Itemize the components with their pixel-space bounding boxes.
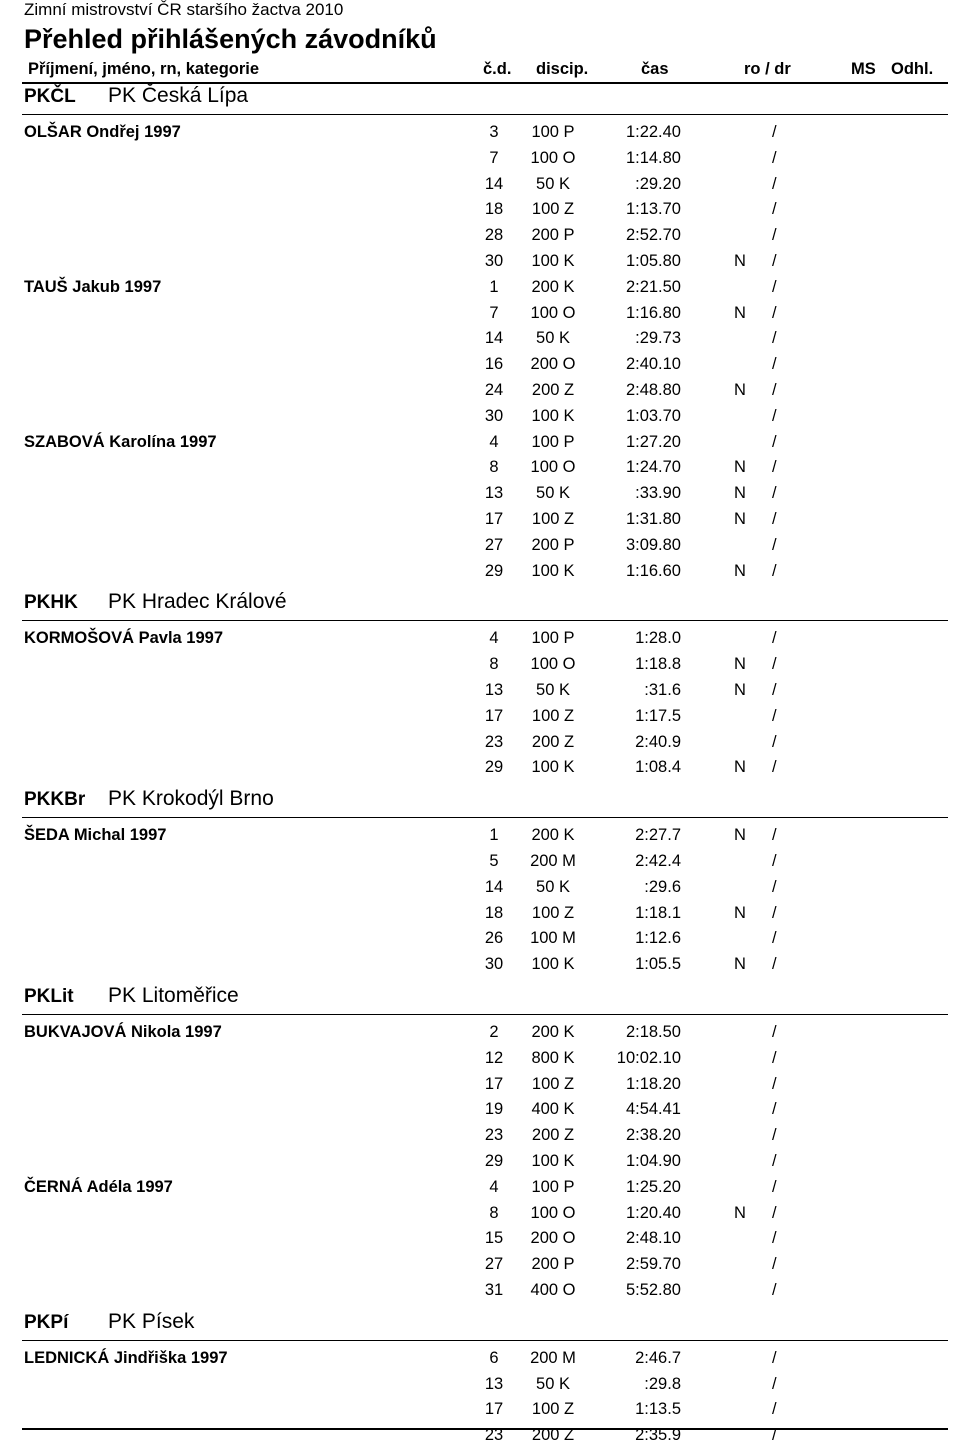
entry-cd: 1 — [489, 277, 499, 296]
entry-slash: / — [772, 955, 777, 974]
entry-slash: / — [772, 277, 777, 296]
entry-discipline: 50 K — [536, 174, 570, 193]
entry-cd: 27 — [484, 535, 504, 554]
athlete-name: BUKVAJOVÁ Nikola 1997 — [24, 1023, 222, 1041]
entry-discipline: 200 O — [530, 1229, 576, 1248]
entry-ro: N — [734, 1203, 746, 1222]
entry-discipline: 100 P — [531, 432, 575, 451]
entry-time: :33.90 — [635, 484, 681, 503]
entry-slash: / — [772, 1426, 777, 1445]
entry-slash: / — [772, 1374, 777, 1393]
entry-slash: / — [772, 1177, 777, 1196]
entry-slash: / — [772, 903, 777, 922]
entry-time: 1:18.8 — [635, 655, 681, 674]
entry-slash: / — [772, 1229, 777, 1248]
entry-discipline: 100 K — [531, 955, 575, 974]
entry-slash: / — [772, 252, 777, 270]
entry-slash: / — [772, 852, 777, 870]
entry-time: 1:16.80 — [625, 303, 681, 322]
entry-cd: 30 — [484, 252, 504, 270]
entry-discipline: 200 Z — [531, 732, 575, 751]
entry-cd: 23 — [484, 1426, 504, 1445]
entry-time: 2:59.70 — [625, 1255, 681, 1274]
entry-ro: N — [734, 681, 746, 699]
entry-cd: 26 — [484, 929, 504, 948]
entry-discipline: 100 M — [530, 929, 576, 948]
entry-cd: 13 — [484, 1374, 504, 1393]
entry-discipline: 50 K — [536, 329, 570, 348]
entry-time: 2:38.20 — [625, 1126, 681, 1145]
entry-slash: / — [772, 1348, 777, 1367]
entry-slash: / — [772, 655, 777, 674]
club-code: PKPí — [24, 1311, 69, 1333]
entry-time: 1:25.20 — [625, 1177, 681, 1196]
entry-cd: 16 — [484, 355, 504, 374]
entry-cd: 14 — [484, 329, 504, 348]
entry-discipline: 100 K — [531, 758, 575, 777]
entry-time: 2:18.50 — [625, 1023, 681, 1041]
entry-discipline: 400 O — [530, 1281, 576, 1299]
entry-discipline: 100 O — [530, 1203, 576, 1222]
entry-slash: / — [772, 148, 777, 167]
entry-discipline: 100 K — [531, 561, 575, 580]
entry-slash: / — [772, 458, 777, 477]
entry-time: 10:02.10 — [616, 1048, 681, 1067]
entry-slash: / — [772, 1400, 777, 1419]
entry-cd: 13 — [484, 681, 504, 699]
entry-cd: 4 — [489, 432, 499, 451]
entry-discipline: 200 Z — [531, 381, 575, 399]
entry-time: 1:22.40 — [625, 123, 681, 141]
entry-discipline: 200 P — [531, 535, 575, 554]
entry-time: 4:54.41 — [625, 1100, 681, 1119]
entry-discipline: 400 K — [531, 1100, 575, 1119]
entry-cd: 12 — [484, 1048, 504, 1067]
entry-slash: / — [772, 681, 777, 699]
entry-slash: / — [772, 226, 777, 245]
entry-discipline: 200 M — [530, 852, 576, 870]
entry-slash: / — [772, 303, 777, 322]
entry-slash: / — [772, 329, 777, 348]
entry-cd: 4 — [489, 1177, 499, 1196]
entry-slash: / — [772, 484, 777, 503]
entry-discipline: 100 O — [530, 148, 576, 167]
athlete-name: ČERNÁ Adéla 1997 — [24, 1177, 173, 1196]
entry-cd: 13 — [484, 484, 504, 503]
club-rule — [22, 620, 948, 621]
entry-cd: 30 — [484, 955, 504, 974]
entry-ro: N — [734, 655, 746, 674]
athlete-name: ŠEDA Michal 1997 — [24, 826, 167, 845]
entry-cd: 15 — [484, 1229, 504, 1248]
col-header-time: čas — [641, 60, 669, 78]
entry-slash: / — [772, 123, 777, 141]
entry-discipline: 100 O — [530, 458, 576, 477]
entry-cd: 14 — [484, 174, 504, 193]
entry-time: 2:40.10 — [625, 355, 681, 374]
entry-time: :29.73 — [635, 329, 681, 348]
entry-discipline: 100 K — [531, 406, 575, 425]
entry-discipline: 200 K — [531, 1023, 575, 1041]
entry-time: 1:13.70 — [625, 200, 681, 219]
entry-ro: N — [734, 510, 746, 528]
club-name: PK Písek — [108, 1309, 195, 1333]
entry-time: 5:52.80 — [625, 1281, 681, 1299]
entry-slash: / — [772, 758, 777, 777]
club-name: PK Krokodýl Brno — [108, 787, 274, 811]
entry-discipline: 100 Z — [531, 200, 575, 219]
athlete-name: KORMOŠOVÁ Pavla 1997 — [24, 629, 223, 648]
club-name: PK Hradec Králové — [108, 590, 287, 614]
club-code: PKČL — [24, 86, 76, 107]
entry-cd: 24 — [484, 381, 504, 399]
entry-ro: N — [734, 903, 746, 922]
entry-time: :31.6 — [644, 681, 681, 699]
entry-discipline: 100 Z — [531, 903, 575, 922]
entry-slash: / — [772, 406, 777, 425]
entry-time: 1:04.90 — [625, 1152, 681, 1170]
col-header-name: Příjmení, jméno, rn, kategorie — [28, 60, 260, 78]
entry-slash: / — [772, 174, 777, 193]
entry-cd: 7 — [489, 303, 499, 322]
entry-cd: 4 — [489, 629, 499, 648]
entry-time: 2:48.80 — [625, 381, 681, 399]
entry-time: 1:08.4 — [635, 758, 681, 777]
col-header-discipline: discip. — [536, 60, 589, 78]
entry-time: 1:12.6 — [635, 929, 681, 948]
entry-cd: 29 — [484, 561, 504, 580]
club-code: PKKBr — [24, 789, 86, 811]
entry-time: :29.20 — [635, 174, 681, 193]
entry-time: 2:35.9 — [635, 1426, 681, 1445]
entry-discipline: 100 Z — [531, 1074, 575, 1093]
entry-slash: / — [772, 877, 777, 896]
entry-ro: N — [734, 758, 746, 777]
entry-discipline: 200 P — [531, 226, 575, 245]
entry-slash: / — [772, 561, 777, 580]
entry-cd: 18 — [484, 200, 504, 219]
club-rule — [22, 1014, 948, 1015]
entry-slash: / — [772, 706, 777, 725]
entry-slash: / — [772, 535, 777, 554]
entry-discipline: 200 P — [531, 1255, 575, 1274]
entry-cd: 1 — [489, 826, 499, 845]
entry-slash: / — [772, 1100, 777, 1119]
entry-cd: 28 — [484, 226, 504, 245]
entry-discipline: 100 P — [531, 1177, 575, 1196]
col-header-ro-dr: ro / dr — [744, 60, 791, 78]
entry-cd: 27 — [484, 1255, 504, 1274]
entry-discipline: 800 K — [531, 1048, 575, 1067]
entry-ro: N — [734, 252, 746, 270]
col-header-odhl: Odhl. — [891, 60, 934, 78]
entry-cd: 14 — [484, 877, 504, 896]
entry-slash: / — [772, 432, 777, 451]
entry-time: 1:27.20 — [625, 432, 681, 451]
entry-time: 1:13.5 — [635, 1400, 681, 1419]
entry-time: 1:17.5 — [635, 706, 681, 725]
entry-time: 2:40.9 — [635, 732, 681, 751]
entry-slash: / — [772, 1023, 777, 1041]
entry-discipline: 200 K — [531, 277, 575, 296]
entry-time: 1:31.80 — [625, 510, 681, 528]
entry-discipline: 100 P — [531, 123, 575, 141]
club-name: PK Česká Lípa — [108, 84, 249, 107]
entry-ro: N — [734, 826, 746, 845]
entry-discipline: 50 K — [536, 681, 570, 699]
entry-cd: 23 — [484, 732, 504, 751]
entry-time: 1:18.20 — [625, 1074, 681, 1093]
entry-slash: / — [772, 355, 777, 374]
entry-time: :29.8 — [644, 1374, 681, 1393]
entry-cd: 30 — [484, 406, 504, 425]
entry-discipline: 100 O — [530, 303, 576, 322]
entry-cd: 7 — [489, 148, 499, 167]
athlete-name: SZABOVÁ Karolína 1997 — [24, 432, 217, 451]
entry-discipline: 100 O — [530, 655, 576, 674]
entry-time: 1:03.70 — [625, 406, 681, 425]
col-header-ms: MS — [851, 60, 876, 78]
entry-time: 1:28.0 — [635, 629, 681, 648]
entry-slash: / — [772, 1255, 777, 1274]
entry-slash: / — [772, 826, 777, 845]
entry-slash: / — [772, 1281, 777, 1299]
entry-discipline: 200 Z — [531, 1126, 575, 1145]
entry-cd: 8 — [489, 458, 499, 477]
entry-time: 1:20.40 — [625, 1203, 681, 1222]
entry-ro: N — [734, 955, 746, 974]
athlete-name: LEDNICKÁ Jindřiška 1997 — [24, 1348, 228, 1367]
entry-discipline: 200 Z — [531, 1426, 575, 1445]
entry-time: 1:05.80 — [625, 252, 681, 270]
entry-time: 1:24.70 — [625, 458, 681, 477]
entry-time: :29.6 — [644, 877, 681, 896]
entry-time: 1:16.60 — [625, 561, 681, 580]
athlete-name: OLŠAR Ondřej 1997 — [24, 123, 181, 141]
entry-time: 2:52.70 — [625, 226, 681, 245]
entry-cd: 3 — [489, 123, 499, 141]
entry-time: 2:42.4 — [635, 852, 681, 870]
entry-cd: 23 — [484, 1126, 504, 1145]
entry-ro: N — [734, 561, 746, 580]
athlete-name: TAUŠ Jakub 1997 — [24, 277, 162, 296]
entry-slash: / — [772, 1126, 777, 1145]
entry-slash: / — [772, 381, 777, 399]
entry-discipline: 100 K — [531, 252, 575, 270]
entry-cd: 17 — [484, 706, 504, 725]
entry-cd: 5 — [489, 852, 499, 870]
club-rule — [22, 114, 948, 115]
entry-cd: 8 — [489, 1203, 499, 1222]
entry-ro: N — [734, 303, 746, 322]
club-rule — [22, 817, 948, 818]
entry-ro: N — [734, 458, 746, 477]
club-code: PKLit — [24, 986, 74, 1007]
entry-discipline: 100 K — [531, 1152, 575, 1170]
entry-cd: 29 — [484, 758, 504, 777]
entry-discipline: 200 O — [530, 355, 576, 374]
entry-cd: 17 — [484, 1400, 504, 1419]
entry-slash: / — [772, 200, 777, 219]
col-header-cd: č.d. — [483, 60, 512, 78]
entry-ro: N — [734, 381, 746, 399]
entry-cd: 17 — [484, 510, 504, 528]
entry-time: 1:05.5 — [635, 955, 681, 974]
entry-slash: / — [772, 1074, 777, 1093]
entry-discipline: 100 Z — [531, 1400, 575, 1419]
entry-discipline: 50 K — [536, 1374, 570, 1393]
entry-ro: N — [734, 484, 746, 503]
entry-time: 1:14.80 — [625, 148, 681, 167]
entry-cd: 17 — [484, 1074, 504, 1093]
page-title: Přehled přihlášených závodníků — [24, 24, 437, 54]
club-name: PK Litoměřice — [108, 984, 239, 1007]
entry-discipline: 100 Z — [531, 510, 575, 528]
entry-discipline: 50 K — [536, 877, 570, 896]
entry-cd: 19 — [484, 1100, 504, 1119]
entry-cd: 6 — [489, 1348, 499, 1367]
entry-slash: / — [772, 732, 777, 751]
entry-time: 2:46.7 — [635, 1348, 681, 1367]
entry-time: 3:09.80 — [625, 535, 681, 554]
entry-slash: / — [772, 929, 777, 948]
entry-time: 2:27.7 — [635, 826, 681, 845]
entry-cd: 29 — [484, 1152, 504, 1170]
entry-slash: / — [772, 1048, 777, 1067]
entry-time: 2:21.50 — [625, 277, 681, 296]
entry-cd: 18 — [484, 903, 504, 922]
entry-slash: / — [772, 1152, 777, 1170]
entry-cd: 31 — [484, 1281, 504, 1299]
entry-slash: / — [772, 629, 777, 648]
club-rule — [22, 1340, 948, 1341]
entry-slash: / — [772, 1203, 777, 1222]
entry-discipline: 200 M — [530, 1348, 576, 1367]
entry-cd: 8 — [489, 655, 499, 674]
entry-cd: 2 — [489, 1023, 499, 1041]
entry-slash: / — [772, 510, 777, 528]
entry-time: 1:18.1 — [635, 903, 681, 922]
entry-discipline: 100 Z — [531, 706, 575, 725]
club-code: PKHK — [24, 592, 78, 614]
entry-discipline: 50 K — [536, 484, 570, 503]
entry-discipline: 100 P — [531, 629, 575, 648]
competition-name: Zimní mistrovství ČR staršího žactva 2010 — [24, 0, 344, 19]
entry-time: 2:48.10 — [625, 1229, 681, 1248]
entry-discipline: 200 K — [531, 826, 575, 845]
